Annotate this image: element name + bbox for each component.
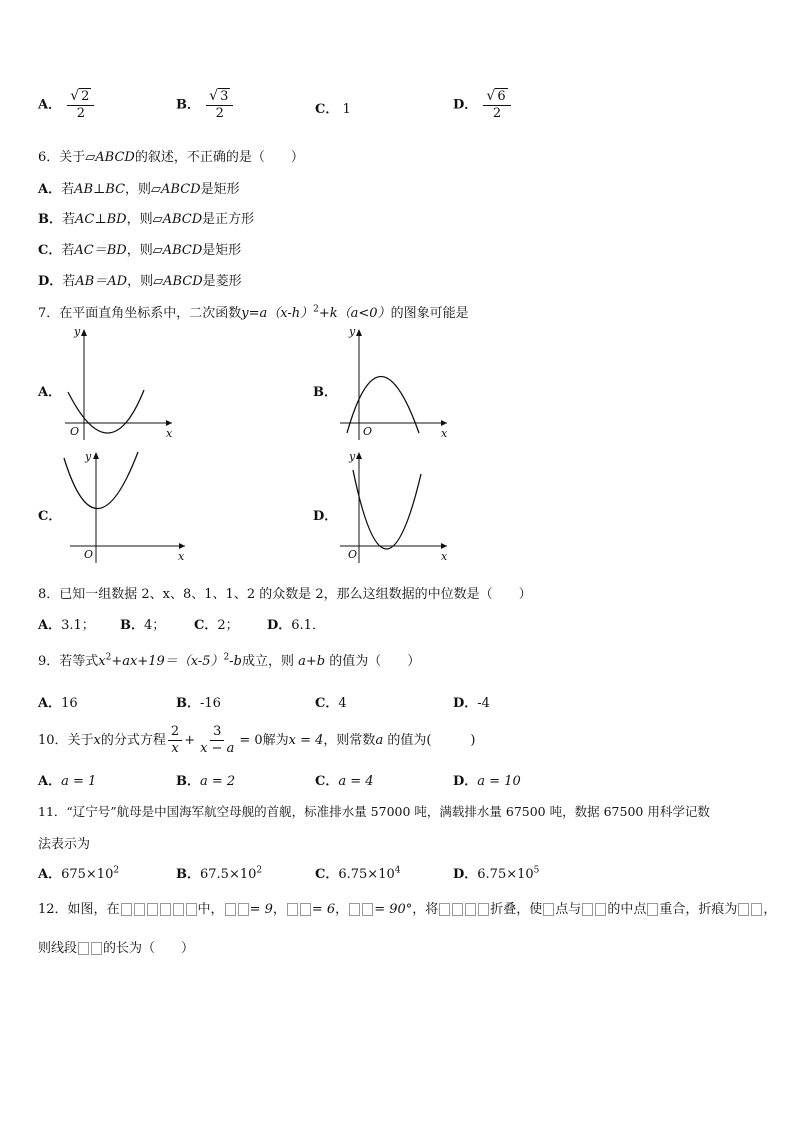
parabola-up xyxy=(64,452,138,509)
q9-stem: 9．若等式$x^2+ax+19=(x-5)^2-b$成立，则 a+b 的值为（ ） xyxy=(38,652,421,669)
q9-option-d[interactable]: D．-4 xyxy=(453,696,490,711)
q12-stem-line1: 12．如图，在 中， = 9， = 6， = 90°，将 折叠，使 点与 的中点 重合，折痕为 ， xyxy=(38,902,777,917)
q7-label-d[interactable]: D． xyxy=(313,509,338,524)
y-label: y xyxy=(349,450,356,463)
q11-option-b[interactable]: B．$67.5\times 10^2$ xyxy=(176,865,263,882)
y-label: y xyxy=(85,450,92,463)
y-axis-arrow xyxy=(93,452,99,459)
q5-option-d[interactable]: D． $\frac{√ 6}{2}$ xyxy=(453,88,513,122)
q8-option-d[interactable]: D．6.1． xyxy=(267,618,325,633)
q7-label-a[interactable]: A． xyxy=(38,385,62,400)
q5-option-b[interactable]: B． $\frac{√ 3}{2}$ xyxy=(176,88,235,122)
q10-option-a[interactable]: A．a = 1 xyxy=(38,774,97,789)
q11-stem-line2: 法表示为 xyxy=(38,837,91,852)
q7-stem: 7．在平面直角坐标系中，二次函数$y=a(x-h)^2+k(a<0)$的图象可能是 xyxy=(38,304,469,321)
q10-option-b[interactable]: B．a = 2 xyxy=(176,774,236,789)
q9-option-a[interactable]: A．16 xyxy=(38,696,78,711)
x-label: x xyxy=(178,550,185,563)
q11-option-a[interactable]: A．$675\times 10^2$ xyxy=(38,865,120,882)
q6-stem: 6．关于▱ABCD的叙述，不正确的是（ ） xyxy=(38,150,304,165)
q11-option-c[interactable]: C．$6.75\times 10^4$ xyxy=(315,865,401,882)
q7-label-c[interactable]: C． xyxy=(38,509,62,524)
q5-option-c[interactable]: C． 1 xyxy=(315,102,351,117)
q11-option-d[interactable]: D．$6.75\times 10^5$ xyxy=(453,865,540,882)
x-label: x xyxy=(441,550,448,563)
missing-glyph-box xyxy=(121,903,132,916)
q5-options xyxy=(38,88,758,128)
q7-graph-d[interactable] xyxy=(335,448,455,568)
y-label: y xyxy=(349,325,356,338)
x-axis-arrow xyxy=(441,420,447,426)
q5-option-a[interactable]: A． $\frac{√ 2}{2}$ xyxy=(38,88,96,122)
parabola-up xyxy=(353,470,421,549)
q10-option-d[interactable]: D．a = 10 xyxy=(453,774,521,789)
q7-graph-b[interactable] xyxy=(335,325,455,445)
q10-stem: 10．关于x的分式方程 $\frac{2}{x}$ + $\frac{3}{x - a}$ = 0解为x = 4，则常数a 的值为( ) xyxy=(38,724,476,756)
y-axis-arrow xyxy=(81,329,87,336)
q7-graph-c[interactable] xyxy=(60,448,190,568)
q8-options xyxy=(38,614,758,654)
y-label: y xyxy=(74,325,81,338)
parabola-up xyxy=(68,390,144,433)
q8-option-c[interactable]: C．2； xyxy=(194,618,239,633)
q9-option-c[interactable]: C．4 xyxy=(315,696,347,711)
q6-option-d[interactable]: D．若AB＝AD，则▱ABCD是菱形 xyxy=(38,274,242,289)
q6-option-c[interactable]: C．若AC＝BD，则▱ABCD是矩形 xyxy=(38,243,242,258)
x-label: x xyxy=(441,427,448,440)
q11-stem-line1: 11．“辽宁号”航母是中国海军航空母舰的首舰，标准排水量 57000 吨，满载排水量 67500 吨，数据 67500 用科学记数 xyxy=(38,804,710,819)
q10-option-c[interactable]: C．a = 4 xyxy=(315,774,374,789)
y-axis-arrow xyxy=(356,329,362,336)
q8-option-b[interactable]: B．4； xyxy=(120,618,166,633)
origin-label: O xyxy=(70,425,80,438)
q8-stem: 8．已知一组数据 2、x、8、1、1、2 的众数是 2，那么这组数据的中位数是（ ） xyxy=(38,587,532,602)
q12-stem-line2: 则线段 的长为（ ） xyxy=(38,941,195,956)
y-axis-arrow xyxy=(356,452,362,459)
origin-label: O xyxy=(363,425,373,438)
q9-option-b[interactable]: B．-16 xyxy=(176,696,221,711)
x-label: x xyxy=(166,427,173,440)
q6-option-a[interactable]: A．若AB⊥BC，则▱ABCD是矩形 xyxy=(38,182,240,197)
parabola-down xyxy=(347,377,419,434)
x-axis-arrow xyxy=(166,420,172,426)
x-axis-arrow xyxy=(441,543,447,549)
x-axis-arrow xyxy=(179,543,185,549)
q11-options xyxy=(38,863,758,903)
q7-graph-a[interactable] xyxy=(60,325,180,445)
q7-label-b[interactable]: B． xyxy=(313,385,337,400)
q8-option-a[interactable]: A．3.1； xyxy=(38,618,95,633)
origin-label: O xyxy=(84,548,94,561)
origin-label: O xyxy=(348,548,358,561)
q6-option-b[interactable]: B．若AC⊥BD，则▱ABCD是正方形 xyxy=(38,212,255,227)
